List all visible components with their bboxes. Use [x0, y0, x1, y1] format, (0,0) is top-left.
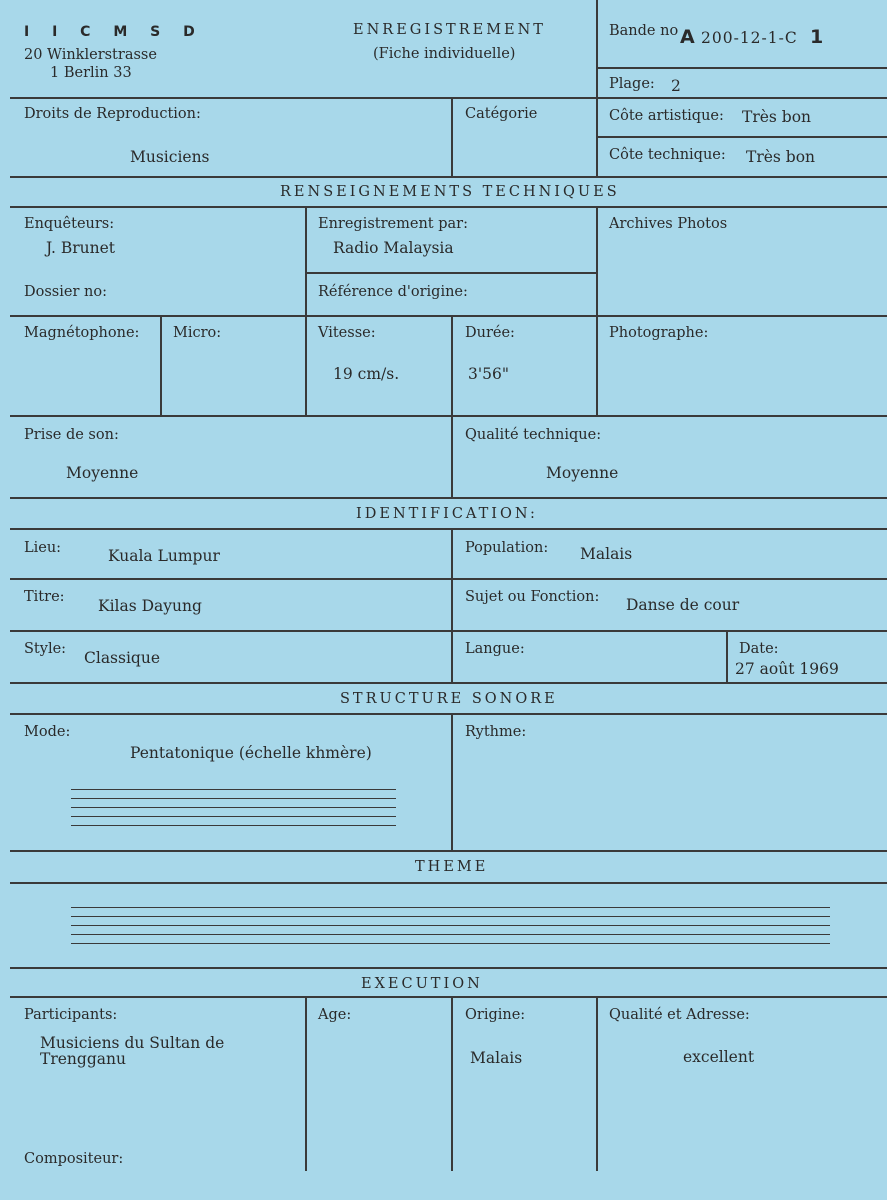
plage-value: 2: [671, 77, 681, 95]
titre-value: Kilas Dayung: [98, 597, 202, 615]
rule: [451, 315, 453, 497]
archives-photos-label: Archives Photos: [609, 216, 728, 232]
participants-value-line1: Musiciens du Sultan de: [40, 1034, 225, 1052]
style-value: Classique: [84, 649, 161, 667]
droits-value: Musiciens: [130, 148, 210, 166]
cote-artistique-label: Côte artistique:: [609, 108, 724, 124]
micro-label: Micro:: [173, 325, 222, 341]
prise-de-son-value: Moyenne: [66, 464, 139, 482]
mode-value: Pentatonique (échelle khmère): [130, 744, 372, 762]
rule: [10, 630, 887, 632]
langue-label: Langue:: [465, 641, 525, 657]
style-label: Style:: [24, 641, 67, 657]
staff-line: [71, 807, 396, 808]
staff-line: [71, 943, 830, 944]
rythme-label: Rythme:: [465, 724, 527, 740]
rule: [10, 206, 887, 208]
rule: [596, 0, 598, 176]
address-line-1: 20 Winklerstrasse: [24, 47, 157, 63]
section-identification: IDENTIFICATION:: [356, 506, 538, 522]
duree-value: 3'56": [468, 365, 509, 383]
reference-origine-label: Référence d'origine:: [318, 284, 468, 300]
qualite-technique-value: Moyenne: [546, 464, 619, 482]
population-label: Population:: [465, 540, 549, 556]
rule: [10, 176, 887, 178]
staff-line: [71, 925, 830, 926]
sujet-fonction-value: Danse de cour: [626, 596, 740, 614]
rule: [10, 315, 887, 317]
dossier-label: Dossier no:: [24, 284, 107, 300]
rule: [596, 206, 598, 415]
form-title: ENREGISTREMENT: [353, 22, 546, 38]
cote-technique-value: Très bon: [746, 148, 816, 166]
rule: [726, 630, 728, 682]
rule: [596, 996, 598, 1171]
rule: [451, 528, 453, 682]
origine-label: Origine:: [465, 1007, 526, 1023]
rule: [305, 272, 596, 274]
rule: [10, 967, 887, 969]
qualite-adresse-label: Qualité et Adresse:: [609, 1007, 750, 1023]
enregistrement-par-label: Enregistrement par:: [318, 216, 468, 232]
rule: [10, 415, 887, 417]
lieu-label: Lieu:: [24, 540, 62, 556]
rule: [10, 497, 887, 499]
rule: [10, 97, 887, 99]
cote-technique-label: Côte technique:: [609, 147, 726, 163]
enqueteurs-label: Enquêteurs:: [24, 216, 115, 232]
participants-value-line2: Trengganu: [40, 1050, 126, 1068]
date-label: Date:: [739, 641, 779, 657]
participants-label: Participants:: [24, 1007, 118, 1023]
bande-number: 200-12-1-C: [701, 29, 798, 47]
rule: [596, 136, 887, 138]
prise-de-son-label: Prise de son:: [24, 427, 119, 443]
bande-prefix-handwritten: A: [680, 26, 695, 48]
rule: [10, 682, 887, 684]
lieu-value: Kuala Lumpur: [108, 547, 220, 565]
staff-line: [71, 916, 830, 917]
duree-label: Durée:: [465, 325, 515, 341]
population-value: Malais: [580, 545, 633, 563]
date-value: 27 août 1969: [735, 660, 839, 678]
age-label: Age:: [318, 1007, 352, 1023]
qualite-adresse-value: excellent: [683, 1048, 755, 1066]
section-structure-sonore: STRUCTURE SONORE: [340, 691, 558, 707]
rule: [10, 996, 887, 998]
section-theme: THEME: [415, 859, 489, 875]
staff-line: [71, 934, 830, 935]
org-name: I I C M S D: [24, 24, 204, 40]
rule: [10, 713, 887, 715]
sujet-fonction-label: Sujet ou Fonction:: [465, 589, 600, 605]
plage-label: Plage:: [609, 76, 655, 92]
titre-label: Titre:: [24, 589, 65, 605]
staff-line: [71, 825, 396, 826]
staff-line: [71, 907, 830, 908]
rule: [451, 97, 453, 176]
address-line-2: 1 Berlin 33: [50, 65, 132, 81]
rule: [451, 713, 453, 850]
vitesse-value: 19 cm/s.: [333, 365, 400, 383]
section-execution: EXECUTION: [361, 976, 483, 992]
enregistrement-par-value: Radio Malaysia: [333, 239, 454, 257]
categorie-label: Catégorie: [465, 106, 538, 122]
rule: [160, 315, 162, 415]
rule: [451, 996, 453, 1171]
section-renseignements-techniques: RENSEIGNEMENTS TECHNIQUES: [280, 184, 620, 200]
mode-label: Mode:: [24, 724, 71, 740]
photographe-label: Photographe:: [609, 325, 709, 341]
rule: [10, 882, 887, 884]
magnetophone-label: Magnétophone:: [24, 325, 140, 341]
droits-label: Droits de Reproduction:: [24, 106, 201, 122]
origine-value: Malais: [470, 1049, 523, 1067]
compositeur-label: Compositeur:: [24, 1151, 124, 1167]
rule: [305, 996, 307, 1171]
enqueteurs-value: J. Brunet: [46, 239, 116, 257]
rule: [10, 528, 887, 530]
qualite-technique-label: Qualité technique:: [465, 427, 602, 443]
staff-line: [71, 798, 396, 799]
bande-label: Bande no: [609, 23, 679, 39]
cote-artistique-value: Très bon: [742, 108, 812, 126]
rule: [305, 206, 307, 415]
rule: [10, 850, 887, 852]
staff-line: [71, 816, 396, 817]
bande-suffix-handwritten: 1: [810, 26, 824, 48]
vitesse-label: Vitesse:: [318, 325, 376, 341]
staff-line: [71, 789, 396, 790]
rule: [596, 67, 887, 69]
rule: [10, 578, 887, 580]
form-subtitle: (Fiche individuelle): [373, 46, 516, 62]
